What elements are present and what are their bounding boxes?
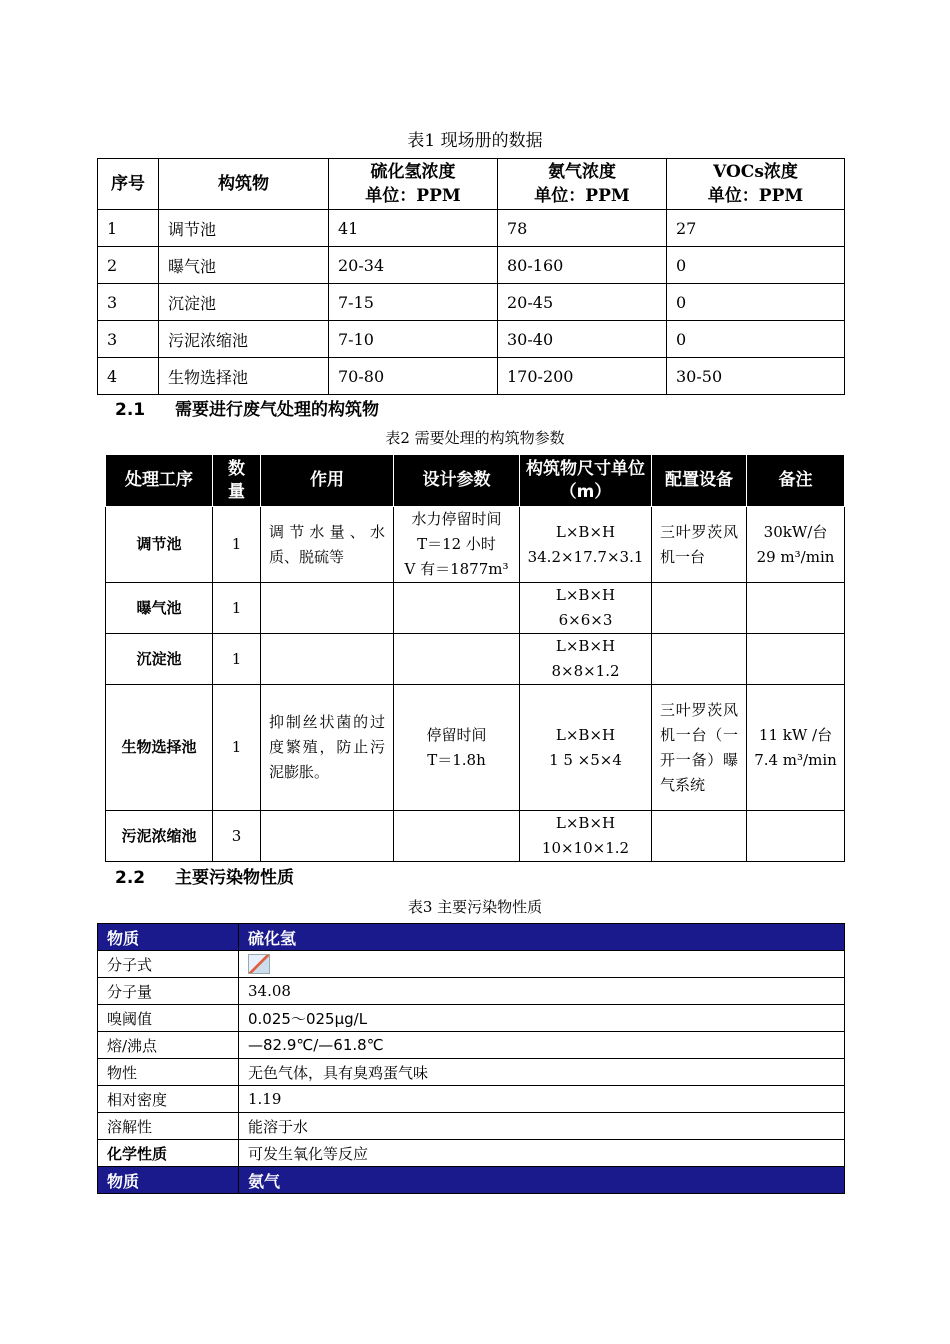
table-cell — [261, 811, 394, 862]
table2 — [105, 454, 845, 862]
section-number: 2.2 — [115, 868, 146, 888]
table-cell: 20-34 — [329, 247, 498, 284]
table-cell: 溶解性 — [98, 1113, 239, 1140]
table-cell — [394, 634, 520, 685]
table1-caption: 表1 现场册的数据 — [407, 131, 543, 151]
table-row — [98, 284, 845, 321]
table-cell: L×B×H 34.2×17.7×3.1 — [520, 507, 652, 583]
table-cell: 80-160 — [498, 247, 667, 284]
table-row — [106, 583, 845, 634]
table2-header: 构筑物尺寸单位（m） — [520, 455, 652, 507]
table-cell: 污泥浓缩池 — [106, 811, 213, 862]
table-cell — [239, 951, 845, 978]
table-cell: 调节池 — [106, 507, 213, 583]
table-cell — [394, 811, 520, 862]
table-cell: 3 — [98, 284, 159, 321]
table-cell: 熔/沸点 — [98, 1032, 239, 1059]
table-cell: 1 — [98, 210, 159, 247]
table-row — [98, 247, 845, 284]
table-cell: 1.19 — [239, 1086, 845, 1113]
table3-caption: 表3 主要污染物性质 — [407, 898, 543, 916]
table-cell: 能溶于水 — [239, 1113, 845, 1140]
table-cell: 0 — [667, 247, 845, 284]
table-cell: 1 — [213, 685, 261, 811]
table2-header: 配置设备 — [652, 455, 747, 507]
table-cell: 抑制丝状菌的过度繁殖，防止污泥膨胀。 — [261, 685, 394, 811]
molecular-formula-image-icon — [248, 954, 270, 974]
table-cell — [394, 583, 520, 634]
table-row — [98, 1086, 845, 1113]
table-cell: 三叶罗茨风机一台（一开一备）曝气系统 — [652, 685, 747, 811]
table1-header-row — [98, 159, 845, 210]
table-cell: 7-10 — [329, 321, 498, 358]
table-cell: 1 — [213, 507, 261, 583]
table-row — [98, 951, 845, 978]
table1-header-index: 序号 — [98, 159, 159, 210]
table3 — [97, 923, 845, 1194]
table-cell: 11 kW /台 7.4 m³/min — [747, 685, 845, 811]
table-cell: 0 — [667, 321, 845, 358]
table2-header: 备注 — [747, 455, 845, 507]
table-cell: 可发生氧化等反应 — [239, 1140, 845, 1167]
table-cell: 1 — [213, 583, 261, 634]
table-cell: 4 — [98, 358, 159, 395]
table1-header-structure: 构筑物 — [159, 159, 329, 210]
table-cell: 沉淀池 — [159, 284, 329, 321]
table2-caption: 表2 需要处理的构筑物参数 — [385, 429, 565, 447]
table3-head-label: 物质 — [98, 1167, 239, 1194]
table-cell — [261, 583, 394, 634]
table-row — [106, 634, 845, 685]
table-cell: 2 — [98, 247, 159, 284]
table-cell: 污泥浓缩池 — [159, 321, 329, 358]
table-cell: 沉淀池 — [106, 634, 213, 685]
table-cell: L×B×H 6×6×3 — [520, 583, 652, 634]
table-cell: 生物选择池 — [106, 685, 213, 811]
table3-head-value: 氨气 — [239, 1167, 845, 1194]
table1-header-nh3: 氨气浓度 单位：PPM — [498, 159, 667, 210]
table-row — [98, 321, 845, 358]
table3-head-row — [98, 1167, 845, 1194]
section-heading-2-1 — [115, 395, 379, 420]
table-cell: 调节池 — [159, 210, 329, 247]
table2-header: 作用 — [261, 455, 394, 507]
table-cell: 1 — [213, 634, 261, 685]
table-cell: 相对密度 — [98, 1086, 239, 1113]
table-cell: 三叶罗茨风机一台 — [652, 507, 747, 583]
table-cell — [747, 634, 845, 685]
table-cell: 3 — [98, 321, 159, 358]
table-cell: 20-45 — [498, 284, 667, 321]
table-cell — [652, 811, 747, 862]
table-cell: 调节水量、水质、脱硫等 — [261, 507, 394, 583]
table2-header-row — [106, 455, 845, 507]
table-cell — [652, 634, 747, 685]
table-row — [98, 1005, 845, 1032]
table-row — [98, 1059, 845, 1086]
table-cell: 0 — [667, 284, 845, 321]
section-heading-2-2 — [115, 863, 294, 888]
table-cell: 41 — [329, 210, 498, 247]
table-cell: 70-80 — [329, 358, 498, 395]
table-row — [98, 358, 845, 395]
table3-head-row — [98, 924, 845, 951]
table-row — [98, 210, 845, 247]
table-row — [98, 1113, 845, 1140]
table-cell: 水力停留时间 T＝12 小时 V 有＝1877m³ — [394, 507, 520, 583]
table1 — [97, 158, 845, 395]
table-cell: 170-200 — [498, 358, 667, 395]
table-cell: 7-15 — [329, 284, 498, 321]
table-cell: 物性 — [98, 1059, 239, 1086]
table-cell: —82.9℃/—61.8℃ — [239, 1032, 845, 1059]
table-cell: 分子式 — [98, 951, 239, 978]
table-cell: 化学性质 — [98, 1140, 239, 1167]
table-row — [98, 978, 845, 1005]
table-cell: 3 — [213, 811, 261, 862]
table-row — [106, 811, 845, 862]
table-cell: 曝气池 — [106, 583, 213, 634]
table-row — [98, 1140, 845, 1167]
table2-header: 处理工序 — [106, 455, 213, 507]
table-cell: 30-40 — [498, 321, 667, 358]
table-cell — [747, 811, 845, 862]
table-cell: L×B×H 10×10×1.2 — [520, 811, 652, 862]
table-cell: 78 — [498, 210, 667, 247]
table-cell: L×B×H 8×8×1.2 — [520, 634, 652, 685]
table-cell: L×B×H 1 5 ×5×4 — [520, 685, 652, 811]
table-cell: 34.08 — [239, 978, 845, 1005]
table-cell: 曝气池 — [159, 247, 329, 284]
table-cell: 0.025～025μg/L — [239, 1005, 845, 1032]
section-title: 需要进行废气处理的构筑物 — [175, 400, 379, 420]
table1-header-h2s: 硫化氢浓度 单位：PPM — [329, 159, 498, 210]
table-cell: 分子量 — [98, 978, 239, 1005]
table-cell: 生物选择池 — [159, 358, 329, 395]
table-cell: 27 — [667, 210, 845, 247]
table-cell — [261, 634, 394, 685]
table-row — [106, 507, 845, 583]
table3-head-value: 硫化氢 — [239, 924, 845, 951]
section-title: 主要污染物性质 — [175, 868, 294, 888]
table3-head-label: 物质 — [98, 924, 239, 951]
table2-header: 数量 — [213, 455, 261, 507]
table-cell: 无色气体，具有臭鸡蛋气味 — [239, 1059, 845, 1086]
table-row — [98, 1032, 845, 1059]
table-row — [106, 685, 845, 811]
table-cell: 嗅阈值 — [98, 1005, 239, 1032]
section-number: 2.1 — [115, 400, 146, 420]
table2-header: 设计参数 — [394, 455, 520, 507]
table-cell — [652, 583, 747, 634]
table1-header-vocs: VOCs浓度 单位：PPM — [667, 159, 845, 210]
table-cell: 30kW/台 29 m³/min — [747, 507, 845, 583]
table-cell — [747, 583, 845, 634]
table-cell: 停留时间 T＝1.8h — [394, 685, 520, 811]
table-cell: 30-50 — [667, 358, 845, 395]
